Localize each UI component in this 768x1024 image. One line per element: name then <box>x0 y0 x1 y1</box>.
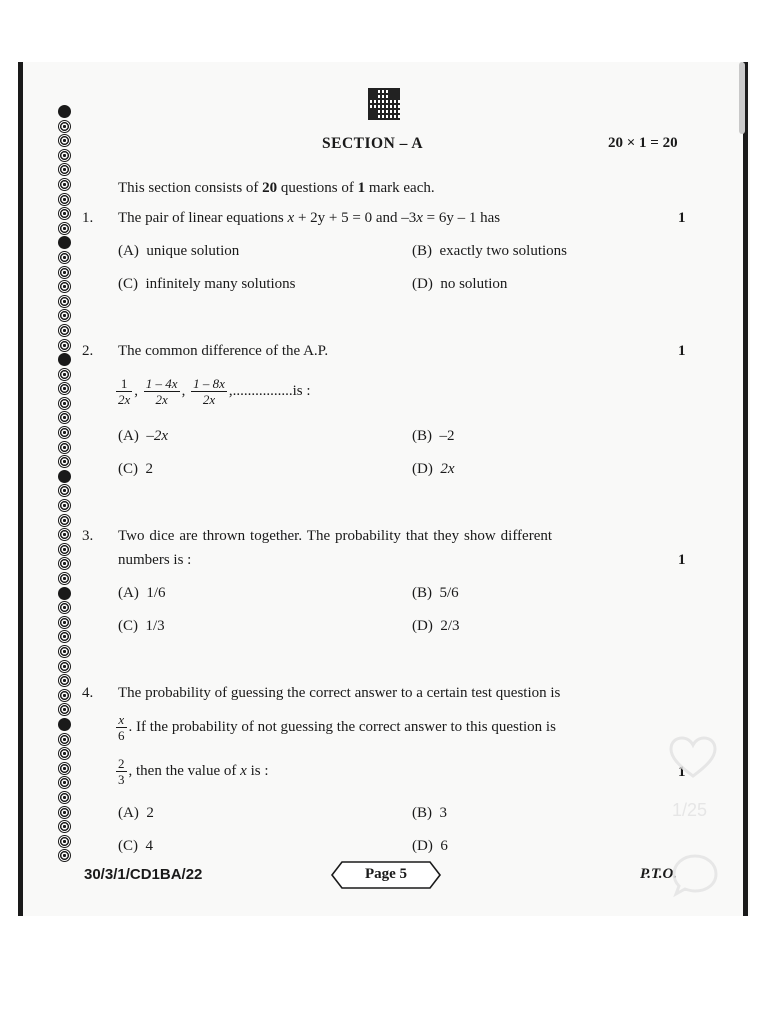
ap-terms: $\frac{1}{2x}$ , $\frac{1 - 4x}{2x}$ , $\frac{1 - 8x}{2x}$ ,................is : <box>118 376 311 407</box>
binding-ring <box>58 849 71 862</box>
binding-ring <box>58 193 71 206</box>
binding-ring <box>58 105 71 118</box>
question-marks: 1 <box>678 343 686 359</box>
fraction: $\frac{1}{2x}$ <box>118 376 131 407</box>
image-counter: 1/25 <box>672 800 708 820</box>
question-stem-line-1: Two dice are thrown together. The probability that they show different <box>118 528 553 544</box>
binding-ring <box>58 207 71 220</box>
question-marks: 1 <box>678 764 686 780</box>
page-number-badge <box>330 860 442 890</box>
option-c: (C) infinitely many solutions <box>118 276 296 292</box>
option-c: (C) 1/3 <box>118 618 165 634</box>
binding-ring <box>58 674 71 687</box>
binding-ring <box>58 411 71 424</box>
binding-ring <box>58 455 71 468</box>
binding-ring <box>58 718 71 731</box>
option-c: (C) 2 <box>118 461 153 477</box>
fraction: $\frac{1 - 4x}{2x}$ <box>145 376 178 407</box>
right-border-line <box>743 62 748 916</box>
binding-ring <box>58 339 71 352</box>
binding-ring <box>58 149 71 162</box>
binding-ring <box>58 441 71 454</box>
section-marks: 20 × 1 = 20 <box>608 135 678 151</box>
question-marks: 1 <box>678 552 686 568</box>
option-c: (C) 4 <box>118 838 153 854</box>
question-stem: The pair of linear equations x + 2y + 5 = 0 and –3x = 6y – 1 has <box>118 210 501 226</box>
binding-ring <box>58 295 71 308</box>
binding-ring <box>58 616 71 629</box>
comment-icon[interactable] <box>670 852 720 898</box>
question-stem-line-3: $\frac{2}{3}$ , then the value of x is : <box>118 756 269 787</box>
binding-ring <box>58 747 71 760</box>
binding-ring <box>58 382 71 395</box>
binding-ring <box>58 557 71 570</box>
binding-ring <box>58 791 71 804</box>
binding-ring <box>58 703 71 716</box>
section-title: SECTION – A <box>322 135 424 152</box>
binding-ring <box>58 820 71 833</box>
fraction: $\frac{1 - 8x}{2x}$ <box>193 376 225 407</box>
binding-ring <box>58 266 71 279</box>
binding-ring <box>58 528 71 541</box>
question-stem-line-2: numbers is : <box>118 552 192 568</box>
question-stem-line-2: $\frac{x}{6}$ . If the probability of not guessing the correct answer to this question is <box>118 712 556 743</box>
option-d: (D) 6 <box>412 838 448 854</box>
fraction: $\frac{2}{3}$ <box>118 756 125 787</box>
binding-ring <box>58 280 71 293</box>
binding-ring <box>58 572 71 585</box>
option-a: (A) unique solution <box>118 243 240 259</box>
option-d: (D) no solution <box>412 276 508 292</box>
binding-ring <box>58 660 71 673</box>
binding-ring <box>58 426 71 439</box>
binding-ring <box>58 835 71 848</box>
binding-ring <box>58 762 71 775</box>
option-b: (B) 5/6 <box>412 585 459 601</box>
page-number-label: Page 5 <box>364 866 408 882</box>
binding-ring <box>58 163 71 176</box>
heart-icon[interactable] <box>668 736 718 780</box>
question-number: 2. <box>82 343 94 359</box>
binding-ring <box>58 368 71 381</box>
binding-ring <box>58 353 71 366</box>
binding-ring <box>58 514 71 527</box>
binding-ring <box>58 630 71 643</box>
binding-ring <box>58 470 71 483</box>
option-b: (B) 3 <box>412 805 447 821</box>
qr-code-icon <box>368 88 400 120</box>
binding-ring <box>58 587 71 600</box>
fraction: $\frac{x}{6}$ <box>118 712 125 743</box>
section-intro: This section consists of 20 questions of 1 mark each. <box>118 180 435 196</box>
binding-ring <box>58 309 71 322</box>
binding-ring-strip <box>58 105 74 864</box>
binding-ring <box>58 543 71 556</box>
option-a: (A) 2 <box>118 805 154 821</box>
binding-ring <box>58 120 71 133</box>
question-stem: The common difference of the A.P. <box>118 343 329 359</box>
binding-ring <box>58 222 71 235</box>
question-number: 4. <box>82 685 94 701</box>
question-number: 3. <box>82 528 94 544</box>
option-b: (B) –2 <box>412 428 455 444</box>
option-d: (D) 2x <box>412 461 455 477</box>
question-number: 1. <box>82 210 94 226</box>
question-marks: 1 <box>678 210 686 226</box>
binding-ring <box>58 484 71 497</box>
please-turn-over: P.T.O. <box>640 866 678 882</box>
binding-ring <box>58 134 71 147</box>
binding-ring <box>58 733 71 746</box>
binding-ring <box>58 251 71 264</box>
binding-ring <box>58 236 71 249</box>
binding-ring <box>58 601 71 614</box>
left-border-line <box>18 62 23 916</box>
option-a: (A) –2x <box>118 428 168 444</box>
binding-ring <box>58 499 71 512</box>
binding-ring <box>58 645 71 658</box>
binding-ring <box>58 324 71 337</box>
binding-ring <box>58 397 71 410</box>
binding-ring <box>58 689 71 702</box>
option-a: (A) 1/6 <box>118 585 166 601</box>
paper-code: 30/3/1/CD1BA/22 <box>84 866 203 883</box>
binding-ring <box>58 806 71 819</box>
option-b: (B) exactly two solutions <box>412 243 567 259</box>
option-d: (D) 2/3 <box>412 618 460 634</box>
scrollbar-thumb[interactable] <box>739 62 745 134</box>
binding-ring <box>58 776 71 789</box>
question-stem-line-1: The probability of guessing the correct answer to a certain test question is <box>118 685 561 701</box>
binding-ring <box>58 178 71 191</box>
